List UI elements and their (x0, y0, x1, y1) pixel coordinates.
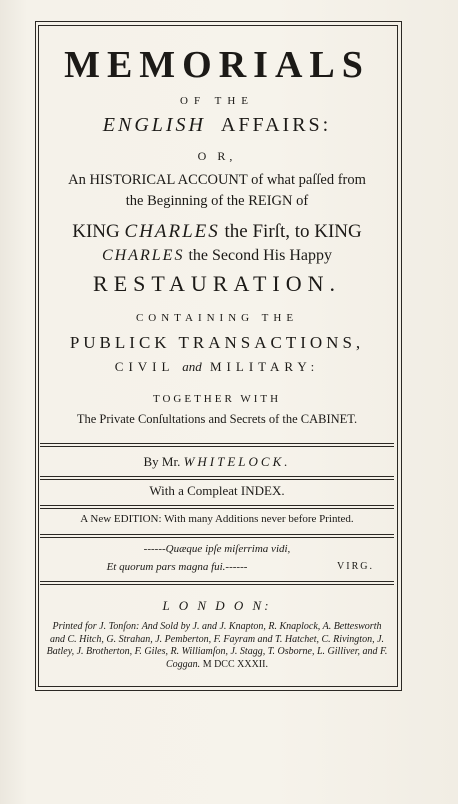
second-happy: the Second His Happy (188, 247, 332, 264)
charles-second: CHARLES (102, 247, 185, 264)
of-the-line: OF THE (180, 95, 254, 107)
rule-1 (40, 443, 394, 447)
main-title: MEMORIALS (64, 44, 370, 86)
title-page-content (38, 25, 396, 685)
or-line: O R, (197, 149, 237, 163)
quote-line-1: ------Quæque ipſe miſerrima vidi, (143, 543, 291, 555)
rule-3 (40, 505, 394, 509)
king-charles-line (38, 221, 396, 243)
edition-line: A New EDITION: With many Additions never before Printed. (80, 513, 354, 525)
publick-transactions-line: PUBLICK TRANSACTIONS, (69, 333, 365, 352)
by-mr: By Mr. (143, 454, 181, 469)
london-line: L O N D O N: (162, 598, 272, 613)
containing-line: CONTAINING THE (135, 312, 299, 324)
rule-5 (40, 581, 394, 585)
english-word: ENGLISH (102, 114, 206, 136)
private-consultations-line: The Private Conſultations and Secrets of the CABINET. (76, 412, 358, 426)
civil-word: CIVIL (114, 359, 174, 374)
subtitle-line-2: the Beginning of the REIGN of (125, 193, 309, 209)
author-line (38, 454, 396, 470)
imprint-body: Printed for J. Tonſon: And Sold by J. and J. Knapton, R. Knaplock, A. Bettesworth and C. Hitch, G. Strahan, J. Pemberton, F. Fayram and T. Hatchet, C. Rivington, J. Batley, J. Brotherton, F. Giles, R. Williamſon, J. Stagg, T. Osborne, L. Gilliver, and F. Coggan. (46, 621, 388, 670)
imprint-date: M DCC XXXII. (202, 658, 268, 670)
restauration-line: RESTAURATION. (93, 271, 341, 296)
and-word: and (182, 359, 202, 374)
index-line: With a Compleat INDEX. (149, 483, 285, 498)
charles-second-line (38, 247, 396, 265)
quote-line-2: Et quorum pars magna fui.------ (106, 561, 248, 573)
king-word: KING (72, 221, 120, 242)
quote-source: VIRG. (337, 561, 374, 572)
subtitle-line-1: An HISTORICAL ACCOUNT of what paſſed from (68, 172, 366, 188)
affairs-word: AFFAIRS: (220, 114, 332, 136)
rule-2 (40, 476, 394, 480)
imprint-text (44, 621, 390, 671)
first-to-king: the Firſt, to KING (224, 221, 362, 242)
rule-4 (40, 534, 394, 538)
civil-military-line (38, 359, 396, 375)
together-with-line: TOGETHER WITH (152, 393, 282, 405)
english-affairs-line (38, 114, 396, 137)
charles-first: CHARLES (124, 221, 220, 242)
military-word: MILITARY: (209, 359, 320, 374)
author-name: WHITELOCK. (183, 454, 291, 469)
